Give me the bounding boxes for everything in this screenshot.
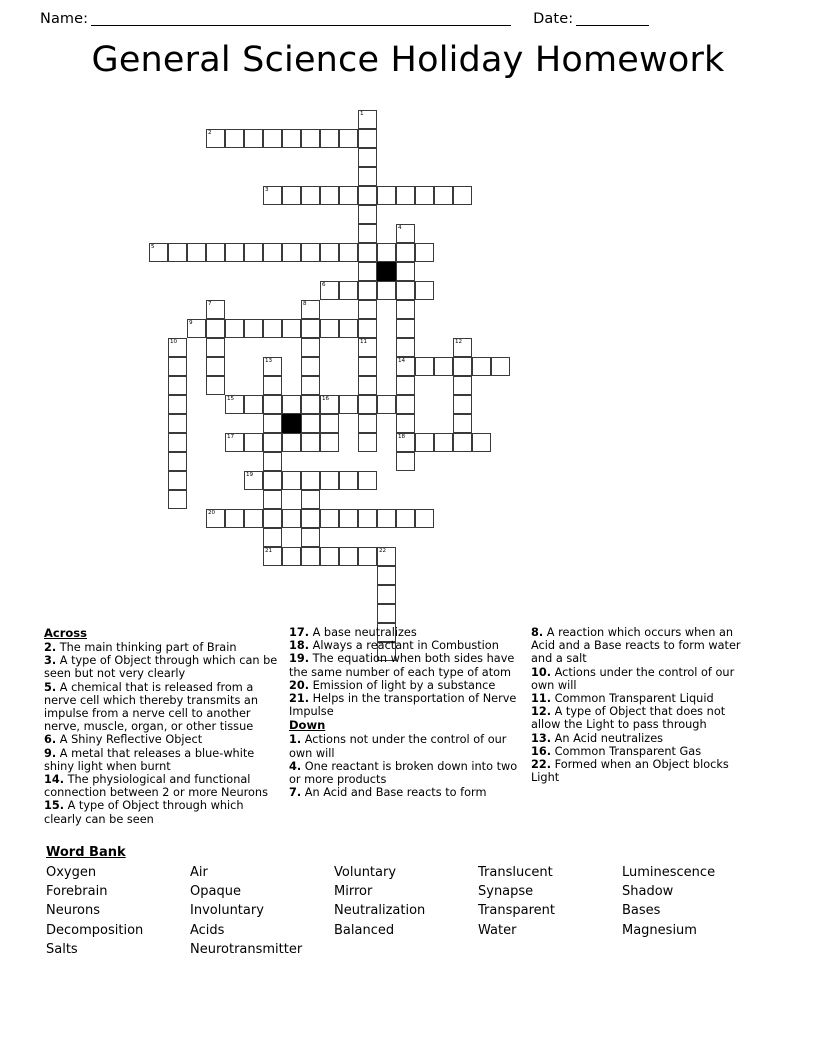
word-bank-item[interactable]: Involuntary (190, 903, 264, 919)
grid-cell[interactable] (358, 167, 377, 186)
grid-cell[interactable] (396, 414, 415, 433)
grid-cell[interactable] (377, 281, 396, 300)
grid-cell[interactable] (396, 509, 415, 528)
grid-cell-number: 14 (398, 358, 406, 364)
clue-item (289, 692, 523, 718)
grid-cell[interactable] (415, 186, 434, 205)
grid-cell[interactable] (339, 129, 358, 148)
grid-cell[interactable] (263, 452, 282, 471)
grid-cell[interactable] (301, 129, 320, 148)
grid-cell-number: 3 (265, 187, 269, 193)
word-bank-list (46, 863, 766, 959)
down-heading: Down (289, 718, 326, 733)
clue-number: 2. (44, 641, 57, 654)
clue-text: A reaction which occurs when an Acid and a Base reacts to form water and a salt (531, 626, 741, 666)
grid-cell[interactable] (301, 243, 320, 262)
clue-number: 8. (531, 626, 544, 639)
word-bank-column (190, 863, 334, 959)
grid-cell[interactable] (244, 509, 263, 528)
grid-cell[interactable] (301, 395, 320, 414)
clue-item (44, 747, 281, 773)
word-bank-column (622, 863, 766, 959)
grid-cell[interactable] (282, 129, 301, 148)
clue-number: 9. (44, 746, 57, 760)
grid-cell[interactable] (396, 338, 415, 357)
grid-cell[interactable] (301, 338, 320, 357)
grid-cell[interactable] (301, 490, 320, 509)
clue-text: Common Transparent Gas (551, 744, 702, 758)
grid-cell[interactable] (244, 319, 263, 338)
grid-cell[interactable] (263, 186, 282, 205)
grid-cell-number: 16 (322, 396, 330, 402)
grid-cell[interactable] (472, 357, 491, 376)
grid-cell-number: 9 (189, 320, 193, 326)
grid-cell-blocked (282, 414, 301, 433)
grid-cell[interactable] (263, 471, 282, 490)
grid-cell[interactable] (320, 395, 339, 414)
grid-cell[interactable] (320, 281, 339, 300)
grid-cell[interactable] (263, 509, 282, 528)
grid-cell[interactable] (339, 509, 358, 528)
down-clue-list-2 (531, 626, 748, 784)
grid-cell[interactable] (453, 338, 472, 357)
grid-cell[interactable] (206, 376, 225, 395)
clue-text: A metal that releases a blue-white shiny light when burnt (44, 746, 255, 773)
grid-cell[interactable] (358, 357, 377, 376)
grid-cell[interactable] (320, 433, 339, 452)
down-clue-list-1 (289, 733, 523, 799)
grid-cell[interactable] (358, 376, 377, 395)
grid-cell[interactable] (377, 604, 396, 623)
grid-cell[interactable] (301, 186, 320, 205)
grid-cell[interactable] (282, 186, 301, 205)
grid-cell[interactable] (339, 186, 358, 205)
clue-item (531, 758, 748, 784)
grid-cell[interactable] (415, 433, 434, 452)
grid-cell[interactable] (453, 414, 472, 433)
grid-cell[interactable] (263, 319, 282, 338)
clue-number: 18. (289, 639, 310, 653)
clue-number: 16. (531, 744, 552, 758)
grid-cell[interactable] (339, 319, 358, 338)
clue-number: 19. (289, 652, 310, 666)
grid-cell[interactable] (396, 452, 415, 471)
grid-cell[interactable] (206, 300, 225, 319)
grid-cell[interactable] (263, 357, 282, 376)
word-bank-item[interactable]: Opaque (190, 884, 241, 900)
clue-item (531, 626, 748, 666)
grid-cell[interactable] (244, 395, 263, 414)
grid-cell-number: 15 (227, 396, 235, 402)
clue-item (289, 652, 523, 678)
word-bank-item[interactable]: Decomposition (46, 922, 144, 938)
clue-item (289, 639, 523, 652)
grid-cell[interactable] (149, 243, 168, 262)
clue-item (44, 654, 281, 680)
grid-cell-number: 13 (265, 358, 273, 364)
clue-text: The main thinking part of Brain (56, 641, 237, 654)
grid-cell[interactable] (168, 376, 187, 395)
grid-cell[interactable] (377, 509, 396, 528)
clue-text: Formed when an Object blocks Light (531, 758, 729, 785)
grid-cell[interactable] (301, 414, 320, 433)
grid-cell[interactable] (396, 224, 415, 243)
grid-cell[interactable] (358, 395, 377, 414)
grid-cell[interactable] (282, 395, 301, 414)
clue-item (531, 692, 748, 705)
word-bank-item[interactable]: Mirror (334, 884, 373, 900)
clue-text: A chemical that is released from a nerve cell which thereby transmits an impulse from a nerve cell to another nerve, muscle, organ, or other tissue (44, 680, 259, 734)
grid-cell[interactable] (263, 528, 282, 547)
grid-cell[interactable] (282, 243, 301, 262)
word-bank-item[interactable]: Forebrain (46, 884, 108, 900)
grid-cell[interactable] (396, 433, 415, 452)
grid-cell[interactable] (415, 509, 434, 528)
grid-cell[interactable] (377, 395, 396, 414)
grid-cell[interactable] (301, 376, 320, 395)
grid-cell[interactable] (206, 357, 225, 376)
grid-cell[interactable] (263, 547, 282, 566)
word-bank-item[interactable]: Translucent (478, 865, 553, 880)
clue-text: An Acid neutralizes (551, 731, 664, 745)
grid-cell[interactable] (358, 110, 377, 129)
grid-cell[interactable] (358, 414, 377, 433)
grid-cell[interactable] (225, 243, 244, 262)
clue-text: A type of Object that does not allow the Light to pass through (531, 705, 726, 732)
grid-cell-blocked (377, 262, 396, 281)
grid-cell[interactable] (377, 566, 396, 585)
clue-number: 17. (289, 626, 310, 639)
grid-cell[interactable] (168, 414, 187, 433)
clue-number: 15. (44, 799, 65, 813)
grid-cell[interactable] (320, 186, 339, 205)
grid-cell[interactable] (320, 129, 339, 148)
word-bank-item[interactable]: Synapse (478, 884, 534, 900)
grid-cell[interactable] (168, 338, 187, 357)
grid-cell[interactable] (396, 186, 415, 205)
word-bank-item[interactable]: Balanced (334, 922, 395, 938)
clue-number: 20. (289, 678, 310, 692)
grid-cell[interactable] (358, 300, 377, 319)
grid-cell-number: 8 (303, 301, 307, 307)
clue-number: 11. (531, 692, 552, 706)
word-bank-column (46, 863, 190, 959)
grid-cell[interactable] (434, 433, 453, 452)
grid-cell[interactable] (168, 490, 187, 509)
clue-item (531, 732, 748, 745)
grid-cell-number: 4 (398, 225, 402, 231)
grid-cell[interactable] (358, 205, 377, 224)
grid-cell[interactable] (263, 243, 282, 262)
grid-cell[interactable] (263, 433, 282, 452)
date-label: Date: (533, 11, 574, 27)
clue-number: 10. (531, 665, 552, 679)
clue-text: Emission of light by a substance (309, 678, 496, 692)
grid-cell-number: 1 (360, 111, 364, 117)
clue-item (44, 681, 281, 734)
grid-cell[interactable] (396, 376, 415, 395)
grid-cell[interactable] (301, 528, 320, 547)
grid-cell[interactable] (263, 129, 282, 148)
grid-cell[interactable] (301, 357, 320, 376)
clue-text: A type of Object through which can be seen but not very clearly (44, 654, 278, 681)
grid-cell[interactable] (187, 243, 206, 262)
clue-text: A type of Object through which clearly can be seen (44, 799, 244, 826)
word-bank-item[interactable]: Acids (190, 922, 225, 938)
page-title: General Science Holiday Homework (91, 40, 725, 80)
word-bank-item[interactable]: Oxygen (46, 865, 97, 880)
word-bank-item[interactable]: Voluntary (334, 865, 397, 880)
clue-text: An Acid and Base reacts to form (301, 786, 487, 800)
grid-cell-number: 18 (398, 434, 406, 440)
grid-cell-number: 19 (246, 472, 254, 478)
grid-cell[interactable] (225, 129, 244, 148)
grid-cell[interactable] (263, 376, 282, 395)
clue-text: The physiological and functional connection between 2 or more Neurons (44, 773, 268, 800)
grid-cell[interactable] (339, 547, 358, 566)
grid-cell-number: 2 (208, 130, 212, 136)
word-bank-item[interactable]: Shadow (622, 884, 674, 900)
grid-cell[interactable] (434, 357, 453, 376)
grid-cell[interactable] (282, 433, 301, 452)
grid-cell[interactable] (168, 243, 187, 262)
grid-cell[interactable] (320, 414, 339, 433)
name-label: Name: (40, 11, 89, 27)
grid-cell[interactable] (282, 471, 301, 490)
grid-cell[interactable] (396, 357, 415, 376)
grid-cell[interactable] (339, 243, 358, 262)
clue-number: 12. (531, 705, 552, 719)
grid-cell[interactable] (225, 395, 244, 414)
grid-cell[interactable] (320, 319, 339, 338)
grid-cell[interactable] (320, 471, 339, 490)
word-bank-column (334, 863, 478, 959)
clues-column-3 (531, 626, 756, 784)
clue-item (44, 773, 281, 799)
grid-cell[interactable] (377, 243, 396, 262)
grid-cell[interactable] (453, 433, 472, 452)
grid-cell[interactable] (358, 281, 377, 300)
clues-column-1 (44, 626, 289, 826)
clue-item (289, 626, 523, 639)
word-bank-item[interactable]: Salts (46, 941, 78, 957)
grid-cell[interactable] (244, 433, 263, 452)
grid-cell-number: 7 (208, 301, 212, 307)
clue-number: 7. (289, 786, 302, 800)
word-bank-item[interactable]: Bases (622, 903, 661, 919)
grid-cell[interactable] (396, 300, 415, 319)
word-bank-item[interactable]: Air (190, 865, 208, 880)
clue-text: Actions not under the control of our own will (289, 733, 507, 760)
grid-cell-number: 6 (322, 282, 326, 288)
clue-number: 1. (289, 733, 302, 747)
grid-cell[interactable] (358, 319, 377, 338)
grid-cell[interactable] (415, 357, 434, 376)
grid-cell[interactable] (358, 547, 377, 566)
grid-cell[interactable] (415, 281, 434, 300)
grid-cell[interactable] (301, 509, 320, 528)
grid-cell[interactable] (396, 262, 415, 281)
grid-cell-number: 11 (360, 339, 368, 345)
clue-item (289, 760, 523, 786)
grid-cell[interactable] (358, 262, 377, 281)
grid-cell[interactable] (415, 243, 434, 262)
grid-cell[interactable] (168, 452, 187, 471)
clue-item (531, 666, 748, 692)
clues-section (44, 626, 774, 826)
grid-cell[interactable] (358, 509, 377, 528)
clue-item (44, 799, 281, 825)
grid-cell[interactable] (358, 186, 377, 205)
clue-number: 21. (289, 692, 310, 706)
grid-cell[interactable] (358, 338, 377, 357)
grid-cell[interactable] (358, 243, 377, 262)
clue-text: Common Transparent Liquid (551, 692, 714, 706)
grid-cell-number: 21 (265, 548, 273, 554)
grid-cell[interactable] (396, 243, 415, 262)
clue-text: One reactant is broken down into two or more products (289, 759, 518, 787)
grid-cell[interactable] (472, 433, 491, 452)
clue-number: 3. (44, 654, 57, 668)
grid-cell[interactable] (244, 243, 263, 262)
grid-cell[interactable] (168, 395, 187, 414)
grid-cell[interactable] (282, 509, 301, 528)
grid-cell[interactable] (453, 357, 472, 376)
clue-number: 4. (289, 759, 302, 773)
grid-cell[interactable] (263, 490, 282, 509)
grid-cell[interactable] (301, 319, 320, 338)
grid-cell[interactable] (491, 357, 510, 376)
clue-item (531, 705, 748, 731)
grid-cell[interactable] (206, 129, 225, 148)
grid-cell[interactable] (225, 509, 244, 528)
clue-item (289, 733, 523, 759)
grid-cell[interactable] (377, 186, 396, 205)
grid-cell[interactable] (225, 319, 244, 338)
word-bank-item[interactable]: Neurons (46, 903, 100, 919)
grid-cell[interactable] (168, 471, 187, 490)
word-bank-item[interactable]: Transparent (478, 903, 555, 919)
grid-cell[interactable] (453, 376, 472, 395)
grid-cell[interactable] (225, 433, 244, 452)
clue-number: 6. (44, 733, 57, 747)
grid-cell[interactable] (396, 395, 415, 414)
grid-cell-number: 5 (151, 244, 155, 250)
grid-cell[interactable] (263, 414, 282, 433)
word-bank-item[interactable]: Neurotransmitter (190, 941, 303, 957)
clue-item (44, 733, 281, 746)
grid-cell[interactable] (339, 395, 358, 414)
word-bank-item[interactable]: Magnesium (622, 922, 697, 938)
grid-cell[interactable] (168, 433, 187, 452)
grid-cell-number: 17 (227, 434, 235, 440)
grid-cell[interactable] (396, 319, 415, 338)
clue-text: A base neutralizes (309, 626, 417, 639)
grid-cell[interactable] (206, 509, 225, 528)
clue-item (289, 786, 523, 799)
grid-cell[interactable] (244, 471, 263, 490)
grid-cell[interactable] (339, 281, 358, 300)
grid-cell[interactable] (187, 319, 206, 338)
grid-cell-number: 10 (170, 339, 178, 345)
grid-cell[interactable] (320, 509, 339, 528)
across-heading: Across (44, 626, 87, 640)
clue-text: Helps in the transportation of Nerve Impulse (289, 692, 517, 719)
clue-number: 22. (531, 758, 552, 772)
grid-cell[interactable] (434, 186, 453, 205)
grid-cell[interactable] (206, 243, 225, 262)
clue-text: Actions under the control of our own will (531, 665, 735, 692)
clues-column-2 (289, 626, 531, 799)
grid-cell[interactable] (377, 585, 396, 604)
clue-number: 13. (531, 731, 552, 745)
grid-cell[interactable] (320, 547, 339, 566)
word-bank-heading: Word Bank (46, 845, 126, 860)
grid-cell[interactable] (263, 395, 282, 414)
grid-cell-number: 12 (455, 339, 463, 345)
word-bank-item[interactable]: Luminescence (622, 865, 716, 880)
clue-number: 14. (44, 773, 65, 787)
grid-cell[interactable] (301, 471, 320, 490)
grid-cell[interactable] (358, 148, 377, 167)
grid-cell[interactable] (301, 547, 320, 566)
grid-cell[interactable] (301, 433, 320, 452)
grid-cell[interactable] (377, 547, 396, 566)
grid-cell[interactable] (282, 319, 301, 338)
clue-item (44, 641, 281, 654)
grid-cell[interactable] (301, 300, 320, 319)
clue-text: A Shiny Reflective Object (56, 733, 203, 747)
clue-text: The equation when both sides have the same number of each type of atom (289, 652, 515, 679)
grid-cell-number: 20 (208, 510, 216, 516)
word-bank-item[interactable]: Water (478, 922, 517, 938)
grid-cell[interactable] (168, 357, 187, 376)
clue-text: Always a reactant in Combustion (309, 639, 499, 653)
grid-cell[interactable] (396, 281, 415, 300)
across-clue-list-2 (289, 626, 523, 718)
clue-number: 5. (44, 680, 57, 694)
across-clue-list-1 (44, 641, 281, 826)
clue-item (531, 745, 748, 758)
word-bank-item[interactable]: Neutralization (334, 903, 426, 919)
clue-item (289, 679, 523, 692)
grid-cell[interactable] (339, 471, 358, 490)
grid-cell[interactable] (358, 471, 377, 490)
grid-cell[interactable] (244, 129, 263, 148)
grid-cell[interactable] (206, 338, 225, 357)
grid-cell[interactable] (358, 433, 377, 452)
grid-cell[interactable] (358, 129, 377, 148)
grid-cell[interactable] (320, 243, 339, 262)
grid-cell-number: 22 (379, 548, 387, 554)
grid-cell[interactable] (453, 186, 472, 205)
word-bank-column (478, 863, 622, 959)
grid-cell[interactable] (358, 224, 377, 243)
grid-cell[interactable] (206, 319, 225, 338)
grid-cell[interactable] (453, 395, 472, 414)
grid-cell[interactable] (282, 547, 301, 566)
